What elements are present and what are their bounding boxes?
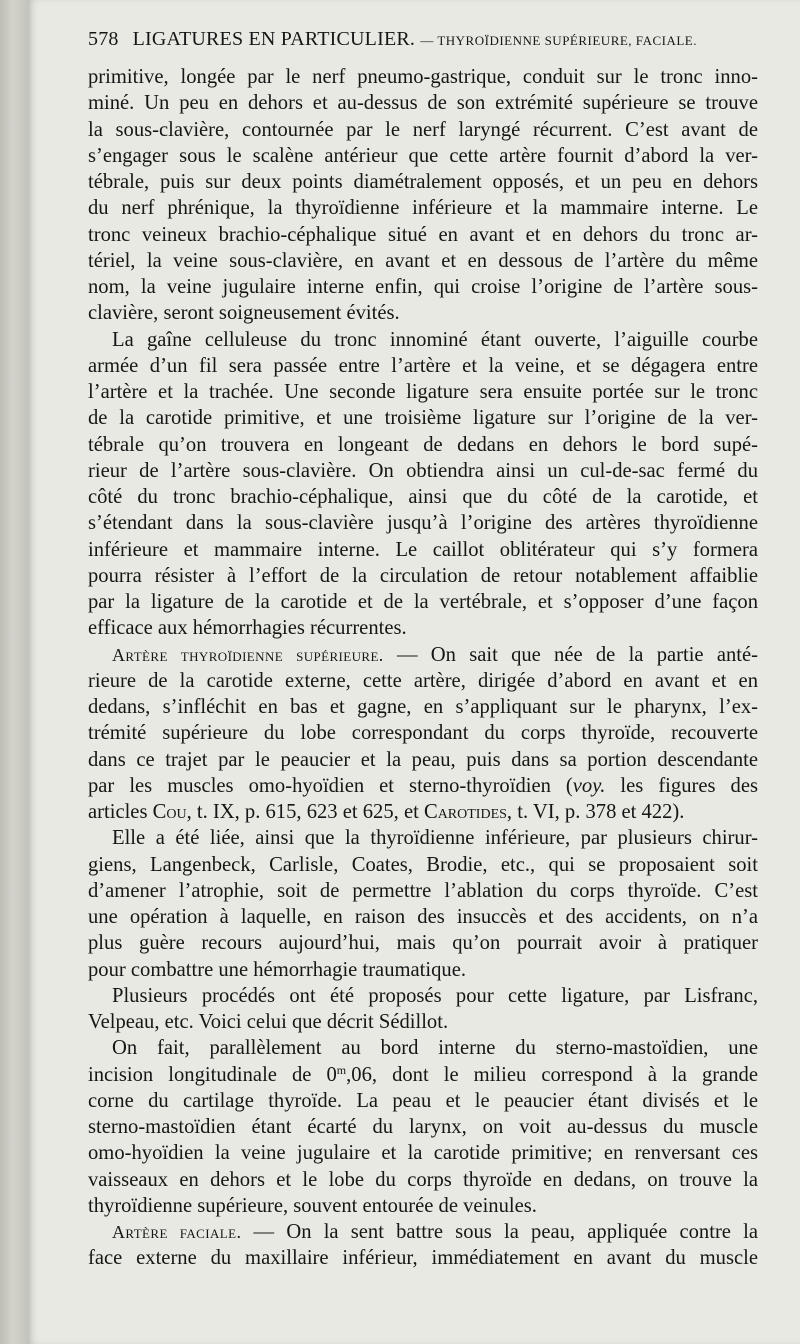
text-line: rieur de l’artère sous-clavière. On obtiendra ainsi un cul-de-sac fermé du [88,459,758,482]
text-line: une opération à laquelle, en raison des insuccès et des accidents, on n’a [88,906,758,928]
text-line: giens, Langenbeck, Carlisle, Coates, Brodie, etc., qui se proposaient soit [88,853,758,876]
text-line: pour combattre une hémorrhagie traumatique. [88,958,466,981]
text-line: plus guère recours aujourd’hui, mais qu’on pourrait avoir à pratiquer [88,932,758,955]
text-line: tériel, la veine sous-clavière, en avant et en dessous de l’artère du même [88,249,758,272]
text-line: thyroïdienne supérieure, souvent entourée de veinules. [88,1194,537,1217]
page-gutter [0,0,28,1344]
text-line: miné. Un peu en dehors et au-dessus de son extrémité supérieure se trouve [88,92,758,115]
text-line: La gaîne celluleuse du tronc innominé étant ouverte, l’aiguille courbe [112,328,758,351]
text-line: par les muscles omo-hyoïdien et sterno-thyroïdien (voy. les figures des [88,774,758,797]
text-line: tébrale qu’on trouvera en longeant de dedans en dehors le bord supé- [88,433,758,456]
header-subtitle: — THYROÏDIENNE SUPÉRIEURE, FACIALE. [420,33,697,48]
text-line: sterno-mastoïdien étant écarté du larynx, on voit au-dessus du muscle [88,1116,758,1138]
text-line: trémité supérieure du lobe correspondant du corps thyroïde, recouverte [88,722,758,745]
text-line: armée d’un fil sera passée entre l’artère et la veine, et se dégagera entre [88,354,758,377]
text-line: tébrale, puis sur deux points diamétralement opposés, et un peu en dehors [88,171,758,193]
text-line: On fait, parallèlement au bord interne du sterno-mastoïdien, une [112,1037,758,1060]
text-line: rieure de la carotide externe, cette artère, dirigée d’abord en avant et en [88,669,758,692]
text-line: dans ce trajet par le peaucier et la peau, puis dans sa portion descendante [88,748,758,771]
text-line: face externe du maxillaire inférieur, immédiatement en avant du muscle [88,1247,758,1270]
text-line: pourra résister à l’effort de la circulation de retour notablement affaiblie [88,564,758,587]
text-line: Velpeau, etc. Voici celui que décrit Sédillot. [88,1011,449,1033]
text-line: tronc veineux brachio-céphalique situé en avant et en dehors du tronc ar- [88,223,758,246]
text-line: dedans, s’infléchit en bas et gagne, en s’appliquant sur le pharynx, l’ex- [88,696,758,718]
text-line: corne du cartilage thyroïde. La peau et le peaucier étant divisés et le [88,1089,758,1112]
text-line: Plusieurs procédés ont été proposés pour cette ligature, par Lisfranc, [112,984,758,1007]
text-line: articles Cou, t. IX, p. 615, 623 et 625, et Carotides, t. VI, p. 378 et 422). [88,801,685,823]
body-text [88,64,758,1272]
text-line: du nerf phrénique, la thyroïdienne inférieure et la mammaire interne. Le [88,197,758,220]
header-title: LIGATURES EN PARTICULIER. [132,28,416,50]
text-line: Elle a été liée, ainsi que la thyroïdienne inférieure, par plusieurs chirur- [112,827,758,850]
text-line: Artère faciale. — On la sent battre sous la peau, appliquée contre la [112,1221,759,1243]
text-line: vaisseaux en dehors et le lobe du corps thyroïde en dedans, on trouve la [88,1168,758,1191]
text-line: s’étendant dans la sous-clavière jusqu’à l’origine des artères thyroïdienne [88,512,758,535]
text-line: efficace aux hémorrhagies récurrentes. [88,617,407,640]
text-line: nom, la veine jugulaire interne enfin, qui croise l’origine de l’artère sous- [88,276,758,298]
page-number: 578 [88,28,119,50]
text-line: inférieure et mammaire interne. Le caillot oblitérateur qui s’y formera [88,538,758,561]
text-line: l’artère et la trachée. Une seconde ligature sera ensuite portée sur le tronc [88,381,758,403]
text-line: s’engager sous le scalène antérieur que cette artère fournit d’abord la ver- [88,144,758,167]
text-line: Artère thyroïdienne supérieure. — On sait que née de la partie anté- [112,643,758,666]
text-line: par la ligature de la carotide et de la vertébrale, et s’opposer d’une façon [88,591,758,613]
running-header [88,28,758,60]
text-line: clavière, seront soigneusement évités. [88,302,400,325]
text-line: primitive, longée par le nerf pneumo-gastrique, conduit sur le tronc inno- [88,66,758,88]
text-line: d’amener l’atrophie, soit de permettre l’ablation du corps thyroïde. C’est [88,879,758,902]
text-line: incision longitudinale de 0$^m$,06, dont le milieu correspond à la grande [88,1062,758,1086]
text-line: côté du tronc brachio-céphalique, ainsi que du côté de la carotide, et [88,486,758,508]
text-line: omo-hyoïdien la veine jugulaire et la carotide primitive; en renversant ces [88,1142,758,1165]
text-line: la sous-clavière, contournée par le nerf laryngé récurrent. C’est avant de [88,118,758,141]
text-line: de la carotide primitive, et une troisième ligature sur l’origine de la ver- [88,407,758,430]
